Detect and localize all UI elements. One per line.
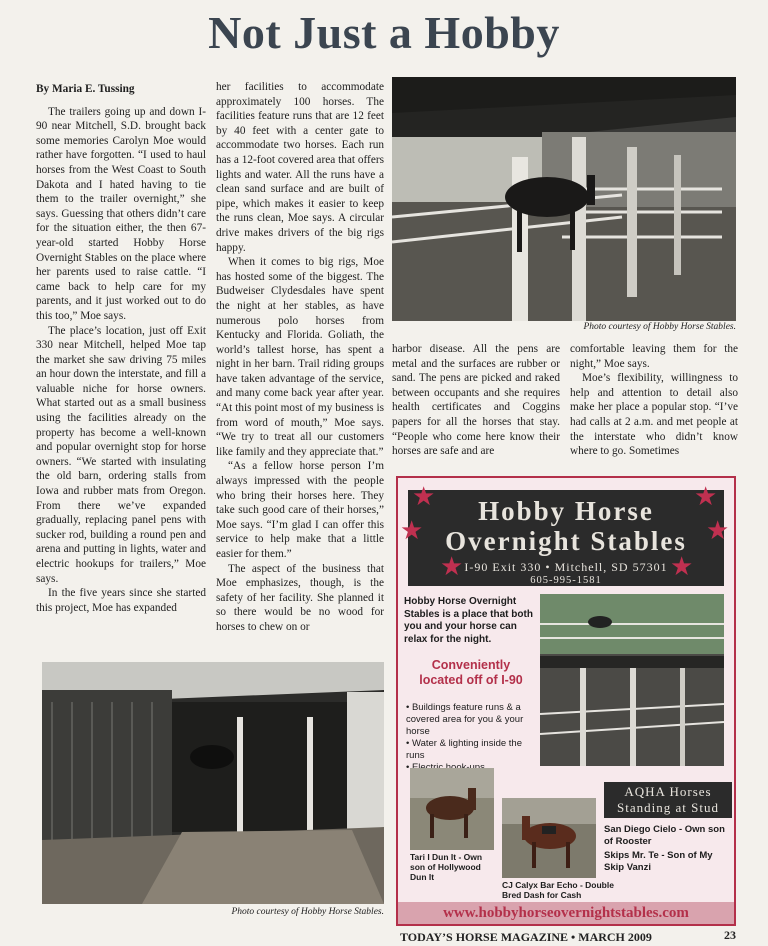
ad-website-band xyxy=(398,902,734,924)
article-column-3 xyxy=(392,342,560,459)
paragraph: harbor disease. All the pens are metal and the surfaces are rubber or sand. The pens are picked and raked between occupants and she requires health certificates and Coggins papers for all the horses that stay. “People who come here know their horses are safe and are xyxy=(392,343,560,458)
star-icon: ★ xyxy=(412,482,436,511)
ad-title-line1: Hobby Horse xyxy=(478,496,654,526)
ad-website-link[interactable]: www.hobbyhorseovernightstables.com xyxy=(443,905,689,921)
barn-illustration xyxy=(42,662,384,904)
byline: By Maria E. Tussing xyxy=(36,83,135,95)
horse-illustration xyxy=(502,798,596,878)
paragraph: The aspect of the business that Moe emphasizes, though, is the safety of her facility. She planned it so there would be no wood for horses to chew on or xyxy=(216,562,384,633)
ad-stable-illustration xyxy=(540,594,724,766)
photo-caption-bottom: Photo courtesy of Hobby Horse Stables. xyxy=(231,907,384,917)
star-icon: ★ xyxy=(440,552,464,581)
article-column-4 xyxy=(570,342,738,459)
ad-features-list xyxy=(406,702,540,774)
paragraph: The place’s location, just off Exit 330 near Mitchell, helped Moe tap the market she saw driving 75 miles an hour down the interstate, and fill a valuable niche for horse owners. What started out as a small business using the facilities already on the property has become a well-known and popular overnight stop for horse owners. “We started with insulating the old barn, ordering stalls from Iowa and rubber mats from Oregon. From there we’ve expanded gradually, replacing panel pens with sucker rod, building a round pen and arena and putting in lights, water and electric hookups for trailers,” Moe says. xyxy=(36,324,206,585)
article-column-1 xyxy=(36,82,206,615)
feature-item: • Buildings feature runs & a covered area for you & your horse xyxy=(406,702,540,738)
barn-photo xyxy=(42,662,384,904)
paragraph: When it comes to big rigs, Moe has hosted some of the biggest. The Budweiser Clydesdales have spent the night at her stables, as have numerous polo horses from Kentucky and Florida. Goliath, the world’s tallest horse, has spent a night in her barn. Trail riding groups have taken advantage of the service, and many come back year after year. “At this point most of my business is from word of mouth,” Moe says. “We try to treat all our customers like family and they appreciate that.” xyxy=(216,256,384,458)
horse-illustration xyxy=(410,768,494,850)
paragraph: “As a fellow horse person I’m always impressed with the people who bring their horses here. They take such good care of their horses,” Moe says. “I’m glad I can offer this service to help make that a little easier for them.” xyxy=(216,460,384,560)
paragraph: In the five years since she started this project, Moe has expanded xyxy=(36,587,206,614)
photo-caption-top: Photo courtesy of Hobby Horse Stables. xyxy=(583,322,736,332)
horse-photo-1 xyxy=(410,768,494,850)
article-column-2 xyxy=(216,80,384,635)
stud-heading xyxy=(604,782,732,818)
horse2-caption: CJ Calyx Bar Echo - Double Bred Dash for Cash xyxy=(502,880,614,900)
ad-stable-photo xyxy=(540,594,724,766)
stable-runs-illustration xyxy=(392,77,736,321)
stud-heading-line1: AQHA Horses xyxy=(624,784,712,799)
ad-intro: Hobby Horse Overnight Stables is a place that both you and your horse can relax for the night. xyxy=(404,596,533,645)
page-number: 23 xyxy=(724,928,736,942)
ad-location: Conveniently located off of I-90 xyxy=(419,658,523,687)
paragraph: Moe’s flexibility, willingness to help and attention to detail also make her place a popular stop. “I’ve had calls at 2 a.m. and met people at the interstate who didn’t know where to go. Sometimes xyxy=(570,372,738,458)
paragraph: her facilities to accommodate approximately 100 horses. The facilities feature runs that are 12 feet by 40 feet with a center gate to accommodate two horses. Each run has a 12-foot covered area that offers lights and water. All the runs have a clean sand surface and are built of pipe, which makes it easier to keep the runs clean, Moe says. A circular drive makes drivers of the big rigs happy. xyxy=(216,81,384,254)
article-title: Not Just a Hobby xyxy=(208,7,560,58)
paragraph: comfortable leaving them for the night,” Moe says. xyxy=(570,343,738,370)
stable-runs-photo xyxy=(392,77,736,321)
ad-address: I-90 Exit 330 • Mitchell, SD 57301 xyxy=(464,560,668,574)
stud-entry-1: San Diego Cielo - Own son of Rooster xyxy=(604,824,725,847)
feature-item: • Water & lighting inside the runs xyxy=(406,738,540,762)
magazine-footer: TODAY’S HORSE MAGAZINE • MARCH 2009 xyxy=(400,930,652,944)
star-icon: ★ xyxy=(670,552,694,581)
stud-entry-2: Skips Mr. Te - Son of My Skip Vanzi xyxy=(604,850,713,873)
star-icon: ★ xyxy=(694,482,718,511)
star-icon: ★ xyxy=(400,516,424,545)
ad-title-line2: Overnight Stables xyxy=(445,526,687,556)
paragraph: The trailers going up and down I-90 near Mitchell, S.D. brought back some memories Carolyn Moe would rather have forgotten. “I used to haul horses from the West Coast to South Dakota and I hated having to tie them to the trailer overnight,” she says. Guessing that others didn’t care for the situation either, the then 67-year-old started Hobby Horse Overnight Stables on the place where her parents used to raise cattle. “I came back to help care for my parents, and it just worked out to do this too,” Moe says. xyxy=(36,105,206,322)
horse1-caption: Tari I Dun It - Own son of Hollywood Dun It xyxy=(410,852,483,882)
hobby-horse-advertisement xyxy=(396,476,736,926)
star-icon: ★ xyxy=(706,516,730,545)
stud-heading-line2: Standing at Stud xyxy=(617,800,719,815)
horse-photo-2 xyxy=(502,798,596,878)
ad-phone: 605-995-1581 xyxy=(530,575,602,586)
